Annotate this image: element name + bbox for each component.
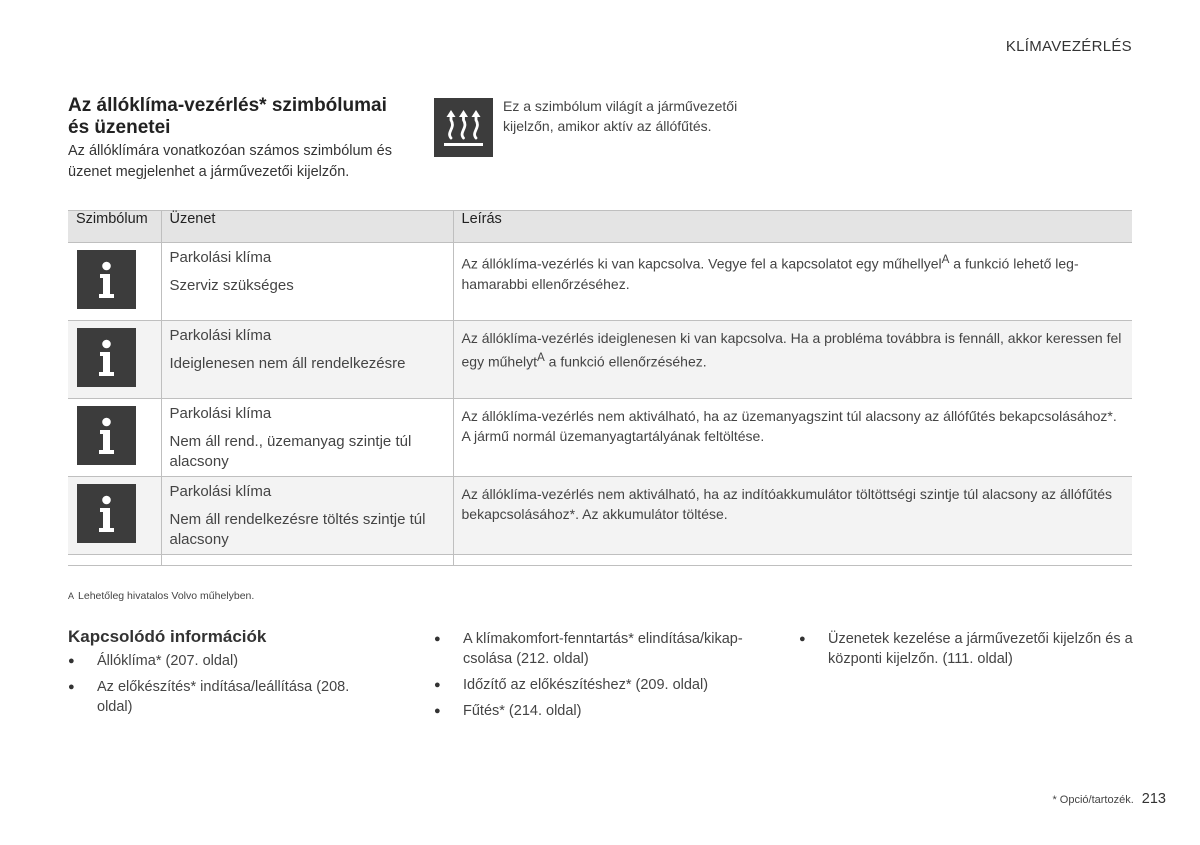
footnote bbox=[68, 590, 254, 602]
related-info-heading: Kapcsolódó információk bbox=[68, 627, 267, 646]
message-text: Nem áll rend., üzemanyag szintje túl alacsony bbox=[169, 433, 412, 470]
intro-text: Az állóklímára vonatkozóan számos szimbólum és üzenet megjelenhet a járművezetői kijelzőn. bbox=[68, 143, 392, 180]
message-text: Szerviz szükséges bbox=[169, 277, 294, 294]
description-text-cont: a funkció lehető leghamarabbi ellenőrzéséhez. bbox=[461, 255, 1079, 292]
message-description bbox=[453, 243, 1132, 321]
option-note: * Opció/tartozék. bbox=[1052, 794, 1134, 806]
heater-symbol-description: Ez a szimbólum világít a járművezetői kijelzőn, amikor aktív az állófűtés. bbox=[503, 98, 738, 134]
table-row bbox=[68, 321, 1132, 399]
column-header-description: Leírás bbox=[453, 211, 1132, 243]
related-links-col2 bbox=[434, 629, 774, 727]
footnote-ref: A bbox=[536, 351, 545, 364]
info-icon bbox=[77, 406, 136, 465]
page-number: 213 bbox=[1141, 791, 1166, 807]
description-text: Az állóklíma-vezérlés ki van kapcsolva. Vegye fel a kapcsolatot egy műhellyel bbox=[461, 255, 942, 272]
footnote-ref: A bbox=[941, 253, 950, 266]
table-row bbox=[68, 399, 1132, 477]
section-header: KLÍMAVEZÉRLÉS bbox=[1005, 38, 1132, 55]
parking-heater-icon bbox=[434, 98, 493, 157]
related-links-col3 bbox=[799, 629, 1139, 675]
message-text: Ideiglenesen nem áll rendelkezésre bbox=[169, 355, 406, 372]
page-footer bbox=[1052, 791, 1166, 807]
table-row bbox=[68, 477, 1132, 555]
column-header-message: Üzenet bbox=[161, 211, 453, 243]
message-title: Parkolási klíma bbox=[169, 405, 272, 422]
related-link[interactable]: ● Fűtés* (214. oldal) bbox=[434, 701, 774, 721]
table-empty-row bbox=[68, 555, 1132, 566]
related-link[interactable]: ● Időzítő az előkészítéshez* (209. oldal) bbox=[434, 675, 774, 695]
related-links-col1 bbox=[68, 651, 358, 723]
message-title: Parkolási klíma bbox=[169, 249, 272, 266]
footnote-marker: A bbox=[68, 591, 75, 601]
info-icon bbox=[77, 250, 136, 309]
message-title: Parkolási klíma bbox=[169, 483, 272, 500]
related-link[interactable]: ● Az előkészítés* indítása/leállítása (208. oldal) bbox=[68, 677, 358, 717]
message-description bbox=[453, 321, 1132, 399]
info-icon bbox=[77, 328, 136, 387]
related-link[interactable]: ● Állóklíma* (207. oldal) bbox=[68, 651, 358, 671]
description-text: Az állóklíma-vezérlés nem aktiválható, ha az indítóakkumulátor töltöttségi szintje túl alacsony az állófűtés bekapcsolásához*. Az akkumulátor töltése. bbox=[461, 486, 1113, 522]
message-title: Parkolási klíma bbox=[169, 327, 272, 344]
description-text: Az állóklíma-vezérlés ideiglenesen ki van kapcsolva. Ha a probléma továbbra is fennáll, akkor keressen fel egy műhelyt bbox=[461, 330, 1122, 370]
description-text: Az állóklíma-vezérlés nem aktiválható, ha az üzemanyagszint túl alacsony az állófűtés bekapcsolásához*. A jármű normál üzemanyagtartályának feltöltése. bbox=[461, 408, 1117, 444]
description-text-cont: a funkció ellenőrzéséhez. bbox=[544, 353, 707, 370]
table-row bbox=[68, 243, 1132, 321]
message-text: Nem áll rendelkezésre töltés szintje túl alacsony bbox=[169, 511, 426, 548]
related-link[interactable]: ● A klímakomfort-fenntartás* elindítása/kikapcsolása (212. oldal) bbox=[434, 629, 774, 669]
info-icon bbox=[77, 484, 136, 543]
footnote-text: Lehetőleg hivatalos Volvo műhelyben. bbox=[78, 590, 255, 602]
message-description bbox=[453, 399, 1132, 477]
related-link[interactable]: ● Üzenetek kezelése a járművezetői kijelzőn és a központi kijelzőn. (111. oldal) bbox=[799, 629, 1139, 669]
page-title: Az állóklíma-vezérlés* szimbólumai és üzenetei bbox=[68, 95, 387, 138]
table-header-row bbox=[68, 211, 1132, 243]
message-description bbox=[453, 477, 1132, 555]
column-header-symbol: Szimbólum bbox=[68, 211, 161, 243]
symbols-table bbox=[68, 210, 1132, 566]
